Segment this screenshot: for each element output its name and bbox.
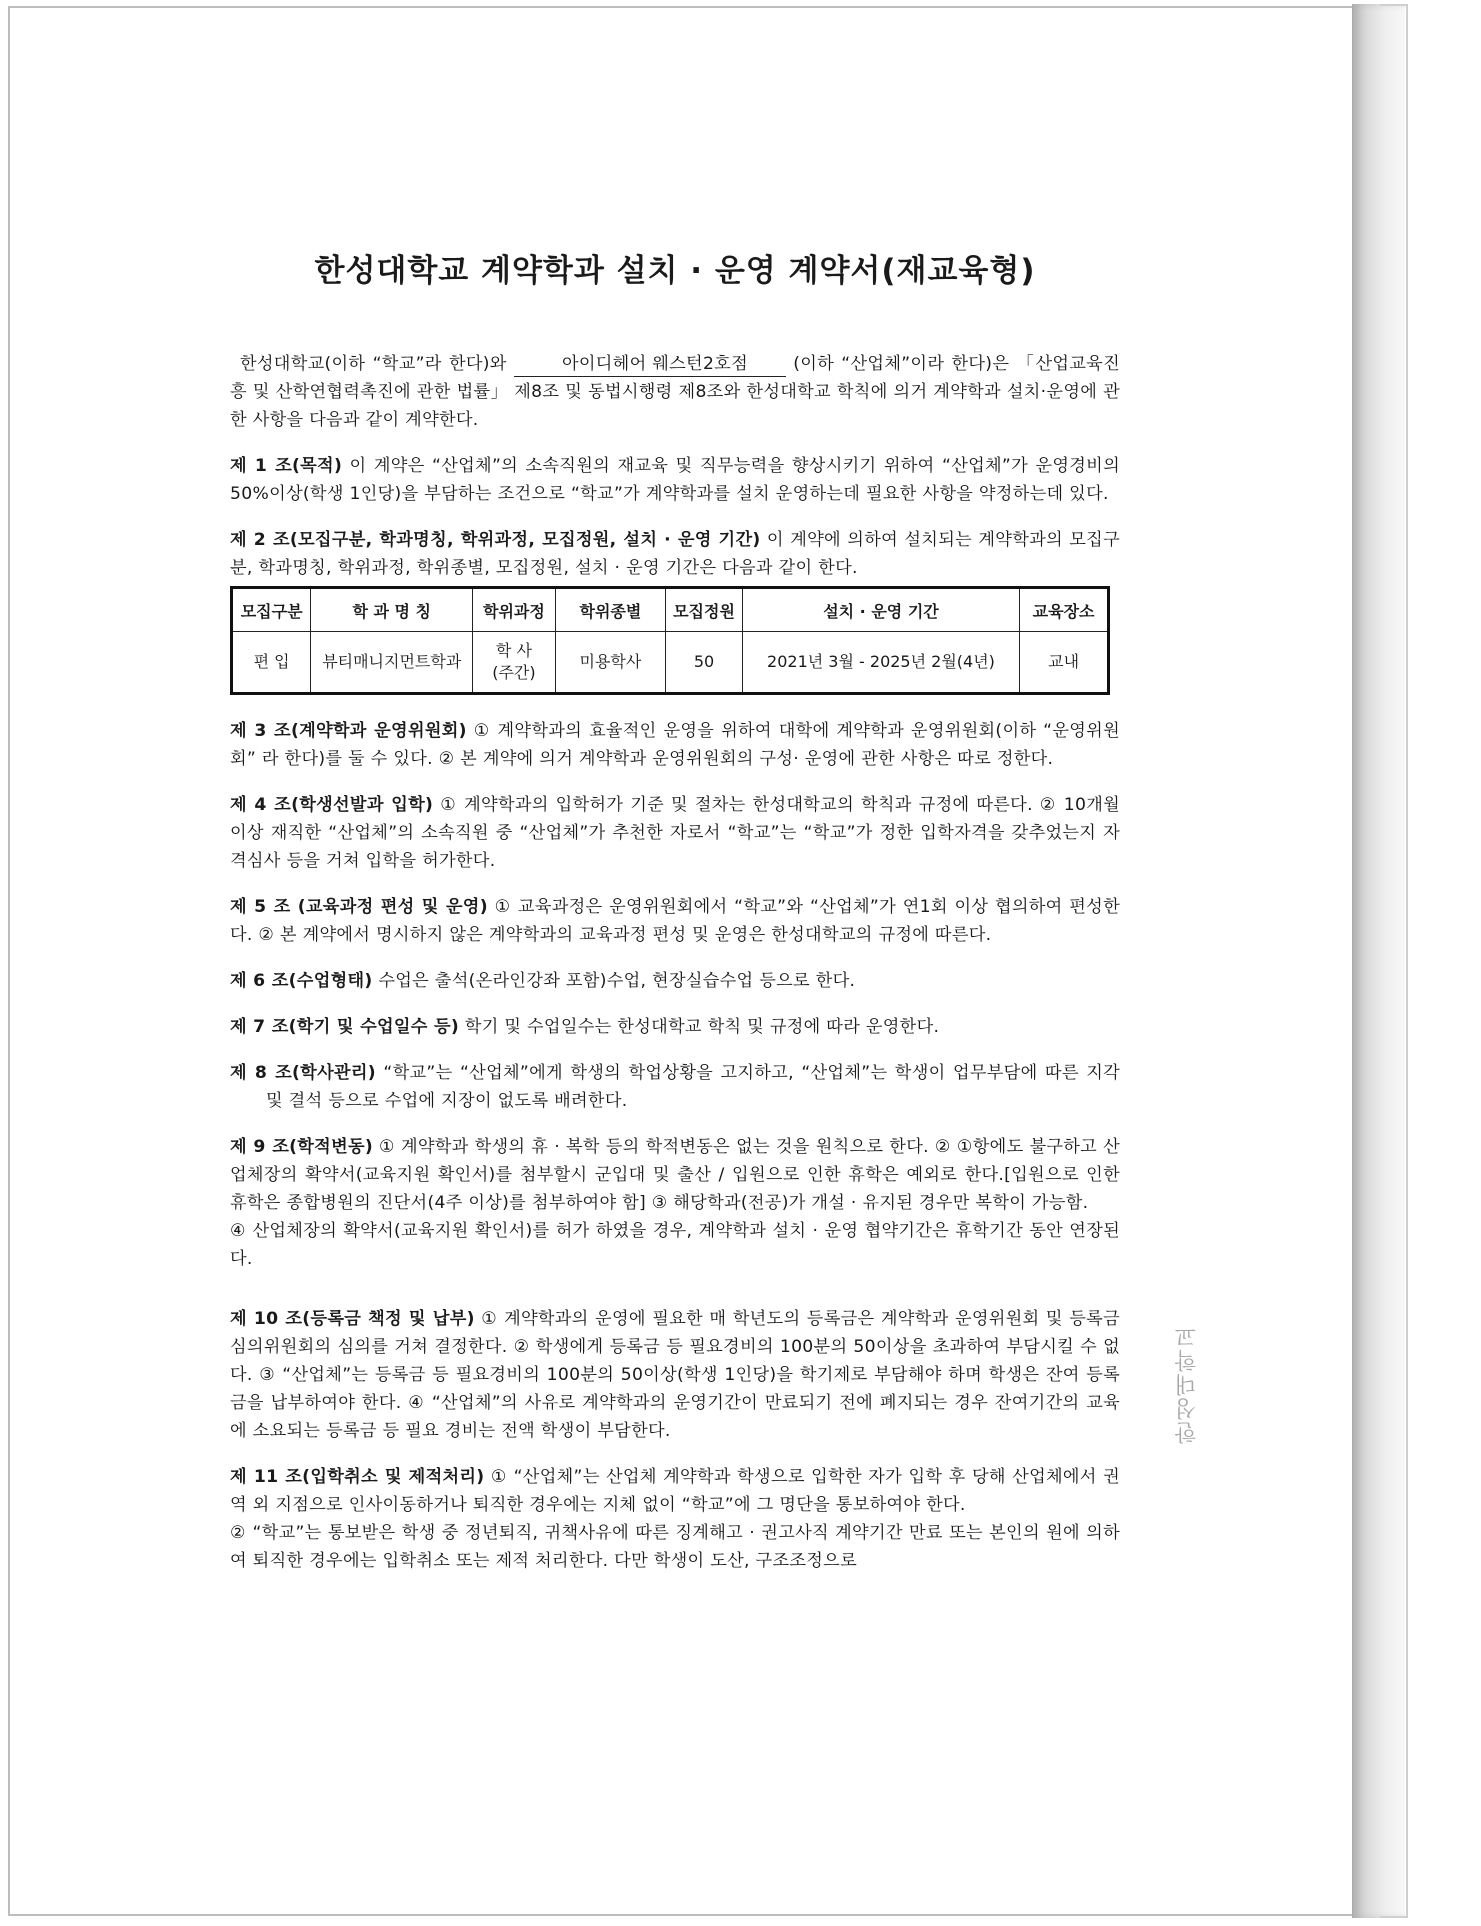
article-3 xyxy=(230,717,1120,773)
article-heading: 제 7 조(학기 및 수업일수 등) xyxy=(230,1017,460,1037)
article-heading: 제 3 조(계약학과 운영위원회) xyxy=(230,721,467,741)
article-8 xyxy=(230,1059,1120,1115)
article-heading: 제 11 조(입학취소 및 제적처리) xyxy=(230,1467,485,1487)
intro-after-company: (이하 “산업체”이라 한다)은 「산업교육진흥 및 산학연협력촉진에 관한 법률」 제8조 및 동법시행령 제8조와 한성대학교 학칙에 의거 계약학과 설치·운영에 관한 사항을 다음과 같이 계약한다. xyxy=(230,354,1120,430)
table-header-cell: 학 과 명 칭 xyxy=(311,588,473,632)
company-name-field: 아이디헤어 웨스턴2호점 xyxy=(514,352,786,377)
article-body: ① “산업체”는 산업체 계약학과 학생으로 입학한 자가 입학 후 당해 산업체에서 권역 외 지점으로 인사이동하거나 퇴직한 경우에는 지체 없이 “학교”에 그 명단을 통보하여야 한다. xyxy=(230,1467,1120,1515)
degree-course-line2: (주간) xyxy=(492,663,536,682)
article-11-clause-2: ② “학교”는 통보받은 학생 중 정년퇴직, 귀책사유에 따른 징계해고 · 권고사직 계약기간 만료 또는 본인의 원에 의하여 퇴직한 경우에는 입학취소 또는 제적 처리한다. 다만 학생이 도산, 구조조정으로 xyxy=(230,1523,1120,1571)
article-6 xyxy=(230,967,1120,995)
intro-paragraph xyxy=(230,350,1120,434)
degree-type-cell: 미용학사 xyxy=(555,632,666,694)
article-9-clause-4: ④ 산업체장의 확약서(교육지원 확인서)를 허가 하였을 경우, 계약학과 설치 · 운영 협약기간은 휴학기간 동안 연장된다. xyxy=(230,1221,1120,1269)
article-1 xyxy=(230,452,1120,508)
program-info-table xyxy=(230,586,1110,695)
article-11 xyxy=(230,1463,1120,1519)
article-body: ① 계약학과의 입학허가 기준 및 절차는 한성대학교의 학칙과 규정에 따른다. ② 10개월 이상 재직한 “산업체”의 소속직원 중 “산업체”가 추천한 자로서 “학교”는 “학교”가 정한 입학자격을 갖추었는지 자격심사 등을 거쳐 입학을 허가한다. xyxy=(230,795,1120,871)
article-9 xyxy=(230,1133,1120,1217)
stamp-text: 한성대학교 xyxy=(1175,1324,1200,1444)
period-cell: 2021년 3월 - 2025년 2월(4년) xyxy=(742,632,1019,694)
article-4 xyxy=(230,791,1120,875)
table-header-cell: 설치 · 운영 기간 xyxy=(742,588,1019,632)
intro-before-company: 한성대학교(이하 “학교”라 한다)와 xyxy=(240,354,507,374)
article-body: ① 계약학과의 운영에 필요한 매 학년도의 등록금은 계약학과 운영위원회 및 등록금심의위원회의 심의를 거쳐 결정한다. ② 학생에게 등록금 등 필요경비의 100분의 50이상을 초과하여 부담시킬 수 없다. ③ “산업체”는 등록금 등 필요경비의 100분의 50이상(학생 1인당)을 학기제로 부담해야 하며 학생은 잔여 등록금을 납부하여야 한다. ④ “산업체”의 사유로 계약학과의 운영기간이 만료되기 전에 폐지되는 경우 잔여기간의 교육에 소요되는 등록금 등 필요 경비는 전액 학생이 부담한다. xyxy=(230,1309,1120,1441)
degree-course-cell xyxy=(473,632,555,694)
table-header-cell: 모집구분 xyxy=(232,588,311,632)
article-5 xyxy=(230,893,1120,949)
location-cell: 교내 xyxy=(1020,632,1109,694)
table-header-cell: 학위과정 xyxy=(473,588,555,632)
article-2 xyxy=(230,526,1120,582)
table-row xyxy=(232,632,1109,694)
quota-cell: 50 xyxy=(666,632,743,694)
article-heading: 제 10 조(등록금 책정 및 납부) xyxy=(230,1309,475,1329)
document-page xyxy=(230,245,1120,1575)
article-body: ① 계약학과 학생의 휴 · 복학 등의 학적변동은 없는 것을 원칙으로 한다. ② ①항에도 불구하고 산업체장의 확약서(교육지원 확인서)를 첨부할시 군입대 및 출산 / 입원으로 인한 휴학은 예외로 한다.[입원으로 인한 휴학은 종합병원의 진단서(4주 이상)를 첨부하여야 함] ③ 해당학과(전공)가 개설 · 유지된 경우만 복학이 가능함. xyxy=(230,1137,1120,1213)
recruit-type-cell: 편 입 xyxy=(232,632,311,694)
article-body: 이 계약에 의하여 설치되는 계약학과의 모집구분, 학과명칭, 학위과정, 학위종별, 모집정원, 설치 · 운영 기간은 다음과 같이 한다. xyxy=(230,530,1120,578)
table-header-cell: 학위종별 xyxy=(555,588,666,632)
article-heading: 제 9 조(학적변동) xyxy=(230,1137,374,1157)
article-heading: 제 2 조(모집구분, 학과명칭, 학위과정, 모집정원, 설치 · 운영 기간) xyxy=(230,530,761,550)
article-heading: 제 8 조(학사관리) xyxy=(230,1063,376,1083)
article-heading: 제 5 조 (교육과정 편성 및 운영) xyxy=(230,897,488,917)
article-body: ① 교육과정은 운영위원회에서 “학교”와 “산업체”가 연1회 이상 협의하여 편성한다. ② 본 계약에서 명시하지 않은 계약학과의 교육과정 편성 및 운영은 한성대학교의 규정에 따른다. xyxy=(230,897,1120,945)
article-body: ① 계약학과의 효율적인 운영을 위하여 대학에 계약학과 운영위원회(이하 “운영위원회” 라 한다)를 둘 수 있다. ② 본 계약에 의거 계약학과 운영위원회의 구성· 운영에 관한 사항은 따로 정한다. xyxy=(230,721,1120,769)
table-header-cell: 모집정원 xyxy=(666,588,743,632)
article-7 xyxy=(230,1013,1120,1041)
article-body: “학교”는 “산업체”에게 학생의 학업상황을 고지하고, “산업체”는 학생이 업무부담에 따른 지각 및 결석 등으로 수업에 지장이 없도록 배려한다. xyxy=(266,1063,1121,1111)
document-title: 한성대학교 계약학과 설치 · 운영 계약서(재교육형) xyxy=(314,253,1036,289)
faint-seal-stamp xyxy=(1172,1268,1202,1444)
article-body: 학기 및 수업일수는 한성대학교 학칙 및 규정에 따라 운영한다. xyxy=(459,1017,940,1037)
article-heading: 제 6 조(수업형태) xyxy=(230,971,373,991)
article-heading: 제 4 조(학생선발과 입학) xyxy=(230,795,434,815)
table-header-cell: 교육장소 xyxy=(1020,588,1109,632)
article-body: 이 계약은 “산업체”의 소속직원의 재교육 및 직무능력을 향상시키기 위하여 “산업체”가 운영경비의 50%이상(학생 1인당)을 부담하는 조건으로 “학교”가 계약학과를 설치 운영하는데 필요한 사항을 약정하는데 있다. xyxy=(230,456,1120,504)
degree-course-line1: 학 사 xyxy=(495,641,532,660)
article-10 xyxy=(230,1305,1120,1445)
article-body: 수업은 출석(온라인강좌 포함)수업, 현장실습수업 등으로 한다. xyxy=(372,971,856,991)
table-header-row xyxy=(232,588,1109,632)
dept-name-cell: 뷰티매니지먼트학과 xyxy=(311,632,473,694)
page-stack-outline xyxy=(1380,4,1408,1918)
article-heading: 제 1 조(목적) xyxy=(230,456,343,476)
